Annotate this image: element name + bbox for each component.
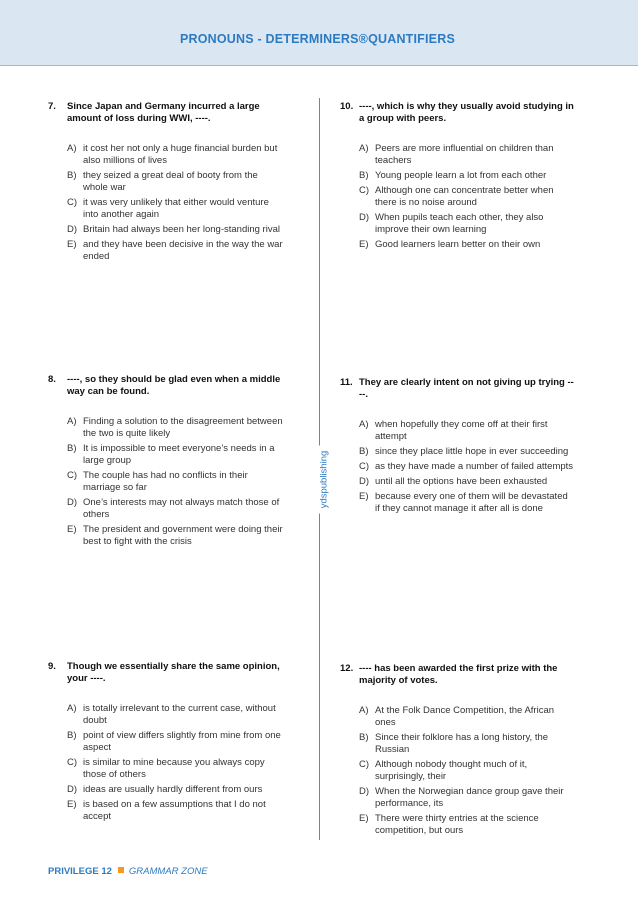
option-letter: C) [359, 759, 370, 770]
question-stem: Since Japan and Germany incurred a large amount of loss during WWI, ----. [67, 101, 260, 124]
question-stem-row [340, 101, 575, 125]
option-text: Young people learn a lot from each other [375, 170, 547, 181]
option-b[interactable] [359, 732, 575, 756]
page-footer [48, 866, 208, 877]
option-text: it cost her not only a huge financial burden but also millions of lives [83, 143, 278, 166]
option-letter: C) [359, 461, 370, 472]
option-text: Although one can concentrate better when there is no noise around [375, 185, 554, 208]
option-text: is based on a few assumptions that I do not accept [83, 799, 266, 822]
option-letter: B) [359, 446, 369, 457]
option-list [48, 703, 283, 823]
option-list [340, 143, 575, 251]
option-letter: A) [67, 703, 77, 714]
option-d[interactable] [67, 784, 283, 796]
option-letter: E) [359, 491, 369, 502]
option-letter: C) [67, 757, 78, 768]
orange-square-icon [118, 867, 124, 873]
question-10 [340, 101, 575, 254]
option-text: The couple has had no conflicts in their marriage so far [83, 470, 248, 493]
option-list [340, 705, 575, 837]
option-text: point of view differs slightly from mine from one aspect [83, 730, 281, 753]
option-letter: B) [359, 170, 369, 181]
option-letter: B) [67, 170, 77, 181]
option-text: ideas are usually hardly different from ours [83, 784, 263, 795]
option-text: Since their folklore has a long history, the Russian [375, 732, 549, 755]
question-stem-row [340, 377, 575, 401]
footer-book: PRIVILEGE 12 [48, 866, 112, 877]
question-11 [340, 377, 575, 518]
option-a[interactable] [359, 419, 575, 443]
question-stem: ----, which is why they usually avoid studying in a group with peers. [359, 101, 574, 124]
option-letter: B) [67, 730, 77, 741]
option-d[interactable] [67, 224, 283, 236]
option-b[interactable] [67, 170, 283, 194]
option-c[interactable] [67, 757, 283, 781]
option-letter: E) [67, 799, 77, 810]
option-text: as they have made a number of failed attempts [375, 461, 574, 472]
option-letter: D) [67, 224, 78, 235]
option-list [48, 416, 283, 548]
question-stem: ----, so they should be glad even when a middle way can be found. [67, 374, 281, 397]
option-a[interactable] [359, 143, 575, 167]
question-number: 7. [48, 101, 56, 112]
option-text: At the Folk Dance Competition, the African ones [375, 705, 555, 728]
option-letter: A) [359, 143, 369, 154]
question-stem: ---- has been awarded the first prize with the majority of votes. [359, 663, 558, 686]
option-c[interactable] [359, 185, 575, 209]
option-letter: A) [67, 416, 77, 427]
question-8 [48, 374, 283, 551]
option-d[interactable] [67, 497, 283, 521]
option-c[interactable] [67, 470, 283, 494]
question-stem: Though we essentially share the same opinion, your ----. [67, 661, 280, 684]
option-d[interactable] [359, 212, 575, 236]
option-text: is totally irrelevant to the current case, without doubt [83, 703, 276, 726]
option-letter: A) [359, 419, 369, 430]
option-c[interactable] [359, 461, 575, 473]
option-letter: D) [67, 497, 78, 508]
option-text: There were thirty entries at the science competition, but ours [375, 813, 539, 836]
footer-section: GRAMMAR ZONE [128, 866, 208, 877]
question-number: 9. [48, 661, 56, 672]
question-number: 8. [48, 374, 56, 385]
option-letter: A) [359, 705, 369, 716]
option-text: When the Norwegian dance group gave their performance, its [375, 786, 564, 809]
page-title: PRONOUNS - DETERMINERS®QUANTIFIERS [179, 32, 455, 46]
question-stem-row [48, 661, 283, 685]
option-a[interactable] [67, 143, 283, 167]
option-text: and they have been decisive in the way the war ended [83, 239, 283, 262]
option-text: The president and government were doing their best to fight with the crisis [83, 524, 283, 547]
option-letter: C) [359, 185, 370, 196]
option-letter: B) [359, 732, 369, 743]
question-stem-row [48, 374, 283, 398]
option-text: Although nobody thought much of it, surprisingly, their [375, 759, 528, 782]
option-text: Peers are more influential on children than teachers [375, 143, 554, 166]
option-text: It is impossible to meet everyone’s needs in a large group [83, 443, 275, 466]
option-c[interactable] [67, 197, 283, 221]
option-b[interactable] [359, 170, 575, 182]
option-text: until all the options have been exhausted [375, 476, 548, 487]
question-stem-row [48, 101, 283, 125]
option-e[interactable] [359, 813, 575, 837]
option-text: is similar to mine because you always copy those of others [83, 757, 265, 780]
option-letter: E) [67, 239, 77, 250]
option-letter: E) [67, 524, 77, 535]
option-e[interactable] [359, 239, 575, 251]
option-text: Finding a solution to the disagreement between the two is quite likely [83, 416, 283, 439]
option-text: When pupils teach each other, they also improve their own learning [375, 212, 544, 235]
option-letter: D) [359, 786, 370, 797]
option-letter: A) [67, 143, 77, 154]
option-letter: E) [359, 813, 369, 824]
option-text: One’s interests may not always match those of others [83, 497, 280, 520]
option-text: since they place little hope in ever succeeding [375, 446, 569, 457]
option-letter: C) [67, 197, 78, 208]
option-text: when hopefully they come off at their first attempt [375, 419, 548, 442]
question-number: 10. [340, 101, 354, 112]
question-number: 12. [340, 663, 354, 674]
option-letter: D) [359, 212, 370, 223]
question-12 [340, 663, 575, 840]
option-letter: E) [359, 239, 369, 250]
option-b[interactable] [67, 730, 283, 754]
option-list [340, 419, 575, 515]
option-text: Good learners learn better on their own [375, 239, 541, 250]
option-b[interactable] [359, 446, 575, 458]
option-letter: D) [359, 476, 370, 487]
question-7 [48, 101, 283, 266]
option-text: Britain had always been her long-standing rival [83, 224, 280, 235]
option-e[interactable] [359, 491, 575, 515]
option-letter: B) [67, 443, 77, 454]
option-b[interactable] [67, 443, 283, 467]
page-header [0, 0, 638, 66]
question-stem: They are clearly intent on not giving up trying ----. [359, 377, 574, 400]
option-a[interactable] [67, 703, 283, 727]
option-letter: D) [67, 784, 78, 795]
option-letter: C) [67, 470, 78, 481]
publisher-side-label: ydspublishing [317, 446, 332, 514]
option-text: they seized a great deal of booty from the whole war [83, 170, 258, 193]
option-e[interactable] [67, 799, 283, 823]
option-text: it was very unlikely that either would venture into another again [83, 197, 269, 220]
question-stem-row [340, 663, 575, 687]
option-e[interactable] [67, 524, 283, 548]
option-a[interactable] [359, 705, 575, 729]
question-9 [48, 661, 283, 826]
question-number: 11. [340, 377, 353, 388]
option-list [48, 143, 283, 263]
option-c[interactable] [359, 759, 575, 783]
option-d[interactable] [359, 476, 575, 488]
option-a[interactable] [67, 416, 283, 440]
option-text: because every one of them will be devastated if they cannot manage it after all is done [375, 491, 568, 514]
option-e[interactable] [67, 239, 283, 263]
option-d[interactable] [359, 786, 575, 810]
